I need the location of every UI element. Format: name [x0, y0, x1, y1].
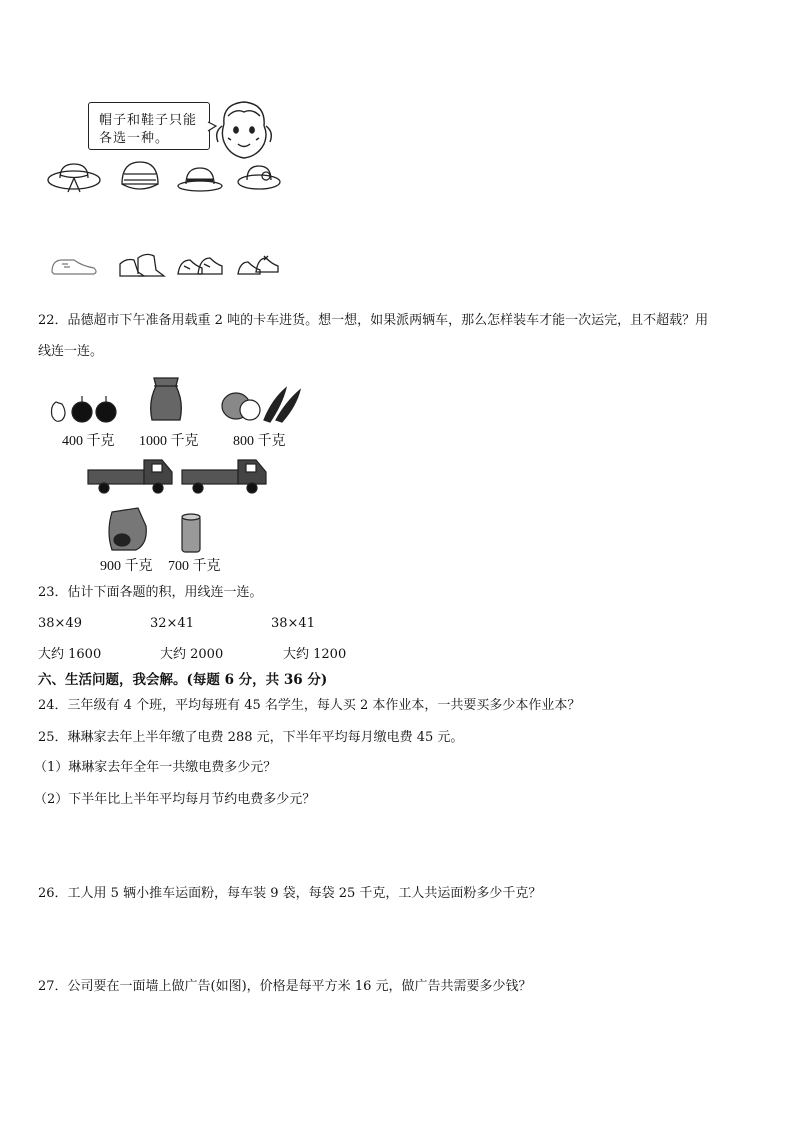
q23-estimate-2: 大约 2000 — [160, 647, 224, 662]
q27-text: 27．公司要在一面墙上做广告(如图)，价格是每平方米 16 元，做广告共需要多少钱？ — [38, 979, 532, 994]
can-icon — [180, 512, 202, 554]
fruits-icon — [46, 392, 120, 426]
girl-icon — [214, 98, 276, 162]
q23-expression-2: 32×41 — [150, 616, 194, 631]
q23-estimate-1: 大约 1600 — [38, 647, 102, 662]
fedora-hat-icon — [176, 164, 224, 194]
boots-icon — [116, 248, 166, 282]
speech-line-1: 帽子和鞋子只能 — [99, 113, 198, 128]
bag-icon — [106, 506, 150, 552]
shoes-pair-icon — [174, 250, 226, 280]
sun-hat-icon — [236, 160, 282, 194]
sack-icon — [146, 374, 186, 424]
q26-text: 26．工人用 5 辆小推车运面粉，每车装 9 袋，每袋 25 千克，工人共运面粉多少千克？ — [38, 886, 542, 901]
weight-bag-label: 900 千克 — [100, 559, 153, 574]
q25-sub-1: （1）琳琳家去年全年一共缴电费多少元？ — [34, 760, 277, 775]
speech-bubble — [88, 102, 210, 150]
q25-sub-2: （2）下半年比上半年平均每月节约电费多少元？ — [34, 792, 316, 807]
truck-1-icon — [86, 454, 174, 496]
hat-wide-brim-icon — [46, 160, 102, 196]
weight-fruit-label: 400 千克 — [62, 434, 115, 449]
section-6-heading: 六、生活问题，我会解。(每题 6 分，共 36 分) — [38, 672, 328, 688]
q23-expression-1: 38×49 — [38, 616, 82, 631]
q23-estimate-3: 大约 1200 — [283, 647, 347, 662]
q25-text: 25．琳琳家去年上半年缴了电费 288 元，下半年平均每月缴电费 45 元。 — [38, 730, 464, 745]
truck-2-icon — [180, 454, 268, 496]
q23-expression-3: 38×41 — [271, 616, 315, 631]
vegetables-icon — [220, 384, 304, 424]
sneaker-icon — [48, 252, 100, 280]
cap-icon — [118, 158, 162, 196]
weight-vegetables-label: 800 千克 — [233, 434, 286, 449]
weight-can-label: 700 千克 — [168, 559, 221, 574]
weight-sack-label: 1000 千克 — [139, 434, 199, 449]
speech-line-2: 各选一种。 — [99, 131, 170, 146]
sandals-icon — [234, 250, 282, 280]
q23-title: 23．估计下面各题的积，用线连一连。 — [38, 585, 263, 600]
q22-line-1: 22．品德超市下午准备用载重 2 吨的卡车进货。想一想，如果派两辆车，那么怎样装车才能一次运完，且不超载？用 — [38, 313, 709, 328]
q22-line-2: 线连一连。 — [38, 344, 104, 359]
q24-text: 24．三年级有 4 个班，平均每班有 45 名学生，每人买 2 本作业本，一共要买多少本作业本？ — [38, 698, 581, 713]
